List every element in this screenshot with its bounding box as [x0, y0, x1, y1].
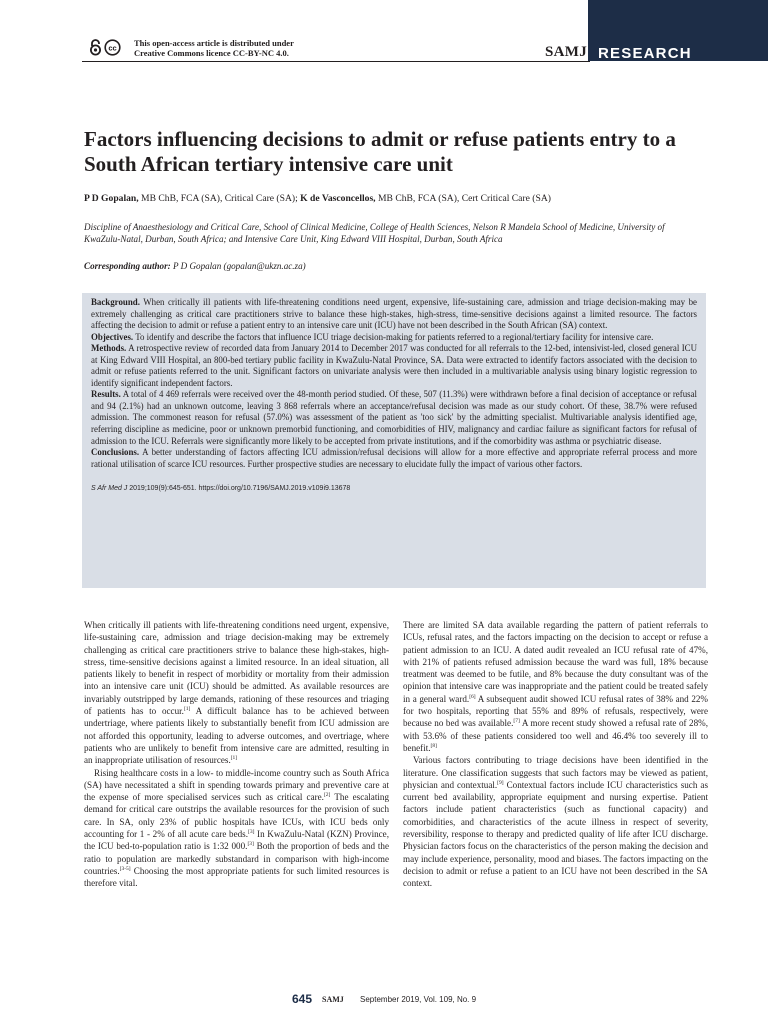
- citation-details: 2019;109(9):645-651. https://doi.org/10.7196/SAMJ.2019.v109i9.13678: [127, 485, 351, 493]
- reference-marker: [1]: [230, 755, 238, 762]
- reference-marker: [3]: [247, 829, 255, 836]
- corresponding-label: Corresponding author:: [84, 261, 171, 271]
- reference-marker: [2]: [323, 792, 331, 799]
- body-paragraph: [403, 619, 708, 754]
- citation-journal: S Afr Med J: [91, 485, 128, 493]
- methods-text: A retrospective review of recorded data from January 2014 to December 2017 was conducted for all referrals to the 12-bed, intensivist-led, closed general ICU at King Edward VIII Hospital, an 800-bed tertiary public facility in KwaZulu-Natal Province, SA. Data were extracted to identify factors associated with the decision to admit or refuse patients referred to the unit. Significant factors on univariate analysis were then included in a multivariable analysis using binary logistic regression to identify significant independent factors.: [91, 343, 697, 388]
- body-text: A subsequent audit showed ICU refusal rates of 38% and 22% for two hospitals, reporting that 55% and 89% of refusals, respectively, were because no bed was available.: [403, 693, 708, 729]
- author-list: [84, 193, 551, 204]
- body-text: Choosing the most appropriate patients for such limited resources is therefore vital.: [84, 865, 389, 889]
- abstract-box: [82, 293, 706, 588]
- abstract-methods: [91, 343, 697, 389]
- body-column-left: [84, 619, 389, 890]
- body-column-right: [403, 619, 708, 890]
- journal-name: SAMJ: [545, 44, 588, 60]
- body-paragraph: [403, 754, 708, 889]
- body-text: Various factors contributing to triage decisions have been identified in the literature. One classification suggests that such factors may be viewed as patient, physician and contextual.: [403, 755, 708, 790]
- reference-marker: [3-5]: [119, 865, 131, 872]
- body-text: A more recent study showed a refusal rate of 28%, with 53.6% of these patients considered too well and 46.4% too severely ill to benefit.: [403, 718, 708, 753]
- open-access-icon: [89, 39, 102, 56]
- results-label: Results.: [91, 389, 121, 400]
- reference-marker: [7]: [513, 718, 520, 725]
- section-label: RESEARCH: [598, 45, 692, 62]
- abstract-results: [91, 389, 697, 447]
- reference-marker: [6]: [469, 693, 476, 700]
- author-1-credentials: MB ChB, FCA (SA), Critical Care (SA);: [138, 193, 301, 204]
- body-text: In KwaZulu-Natal (KZN) Province, the ICU bed-to-population ratio is 1:32 000.: [84, 829, 389, 852]
- results-text: A total of 4 469 referrals were received over the 48-month period studied. Of these, 507 (11.3%) were withdrawn before a final decision of acceptance or refusal and 94 (2.1%) had an unknown outcome, leaving 3 868 referrals where an acceptance/refusal decision was made as our study cohort. Of these, 38.7% were refused admission. The commonest reason for refusal (57.0%) was assessment of the patient as 'too sick' by the admitting specialist. Multivariable analysis identified age, referring discipline as medicine, poor or unknown premorbid functioning, and comorbidities of HIV, malignancy and cardiac failure as significant factors for refusal of admission to the ICU. Referrals were significantly more likely to be accepted from private institutions, and if the comorbidity was asthma or psychiatric disease.: [91, 389, 697, 446]
- body-text: Both the proportion of beds and the ratio to population are markedly substandard in comparison with high-income countries.: [84, 841, 389, 876]
- body-text: There are limited SA data available regarding the pattern of patient referrals to ICUs, refusal rates, and the factors impacting on the decision to accept or refuse a patient admission to an ICU. A dated audit revealed an ICU refusal rate of 47%, with 21% of patients refused admission because the ward was full, 18% because treatment was deemed to be futile, and 8% because the duty consultant was of the opinion that intensive care was inappropriate and the patient could be treated safely in a general ward.: [403, 620, 708, 704]
- license-icons: [89, 39, 121, 56]
- footer-journal: SAMJ: [322, 995, 344, 1004]
- body-paragraph: [84, 619, 389, 767]
- body-paragraph: [84, 767, 389, 890]
- objectives-text: To identify and describe the factors that influence ICU triage decision-making for patients referred to a regional/tertiary facility for intensive care.: [133, 331, 654, 342]
- page-number: 645: [292, 992, 313, 1006]
- abstract-conclusions: [91, 447, 697, 470]
- abstract-background: [91, 297, 697, 332]
- author-2-credentials: MB ChB, FCA (SA), Cert Critical Care (SA): [375, 193, 551, 204]
- reference-marker: [9]: [497, 779, 504, 786]
- author-2-name: K de Vasconcellos,: [300, 193, 376, 204]
- background-text: When critically ill patients with life-threatening conditions need urgent, expensive, life-sustaining care, admission and triage decision-making may be extremely challenging as critical care practitioners strive to balance these high-stakes, high-stress, time-sensitive decisions against a limited resource. The factors affecting the decision to admit or refuse a patient entry to an intensive care unit (ICU) have not been described in the South African (SA) context.: [91, 297, 697, 331]
- body-text: Rising healthcare costs in a low- to middle-income country such as South Africa (SA) have necessitated a shift in spending towards primary and preventive care at the expense of more specialised services such as critical care.: [84, 767, 389, 803]
- methods-label: Methods.: [91, 343, 127, 354]
- reference-marker: [8]: [430, 742, 437, 749]
- citation: [91, 483, 697, 495]
- license-line-1: This open-access article is distributed under: [134, 38, 294, 48]
- reference-marker: [1]: [183, 706, 191, 713]
- license-text: [134, 38, 294, 58]
- body-text: A difficult balance has to be achieved between undertriage, where patients likely to substantially benefit from ICU admission are not afforded this opportunity, leading to adverse outcomes, and overtriage, where patients who are unlikely to benefit from intensive care are admitted, resulting in an inappropriate utilisation of resources.: [84, 706, 390, 766]
- body-text: The escalating demand for critical care outstrips the available resources for the provision of such care. In SA, only 23% of public hospitals have ICUs, with ICU beds only accounting for 1 - 2% of all acute care beds.: [84, 792, 389, 840]
- conclusions-label: Conclusions.: [91, 447, 140, 458]
- corresponding-author: [84, 261, 306, 271]
- creative-commons-icon: [104, 39, 121, 56]
- body-text: Contextual factors include ICU characteristics such as current bed availability, appropriate equipment and nursing expertise. Patient factors include patient characteristics (such as functional capacity) and comorbidities, and characteristics of the acute illness in respect of severity, reversibility, response to therapy and predicted quality of life after ICU discharge. Physician factors focus on the characteristics of the person making the decision and may include experience, personality, mood and biases. The factors impacting on the decision to admit or refuse a patient to an ICU have not been described in the SA context.: [403, 779, 708, 889]
- license-line-2: Creative Commons licence CC-BY-NC 4.0.: [134, 48, 289, 58]
- svg-text:cc: cc: [108, 43, 117, 53]
- background-label: Background.: [91, 297, 140, 307]
- body-text: When critically ill patients with life-threatening conditions need urgent, expensive, life-sustaining care, admission and triage decision-making may be extremely challenging as critical care practitioners strive to balance these high-stakes, high-stress, time-sensitive decisions against a limited resource. In an ideal situation, all patients likely to benefit in respect of morbidity or mortality from their admission into an intensive care unit (ICU) should be admitted. As available resources are invariably outstripped by large demands, rationing of these resources and triaging of patients has to occur.: [84, 620, 389, 717]
- affiliation: Discipline of Anaesthesiology and Critical Care, School of Clinical Medicine, College of Health Sciences, Nelson R Mandela School of Medicine, University of KwaZulu-Natal, Durban, South Africa; and Intensive Care Unit, King Edward VIII Hospital, Durban, South Africa: [84, 222, 665, 245]
- author-1-name: P D Gopalan,: [84, 193, 139, 204]
- footer-issue: September 2019, Vol. 109, No. 9: [360, 995, 477, 1004]
- header-rule: [82, 61, 590, 62]
- article-title: Factors influencing decisions to admit or refuse patients entry to a South African tertiary intensive care unit: [84, 127, 676, 176]
- abstract-objectives: [91, 332, 697, 344]
- corresponding-text: P D Gopalan (gopalan@ukzn.ac.za): [170, 261, 306, 271]
- reference-marker: [3]: [247, 841, 254, 848]
- objectives-label: Objectives.: [91, 331, 134, 342]
- conclusions-text: A better understanding of factors affecting ICU admission/refusal decisions will allow for a more effective and appropriate referral process and more rational utilisation of scarce ICU resources. Further prospective studies are necessary to elucidate fully the impact of various other factors.: [91, 447, 697, 469]
